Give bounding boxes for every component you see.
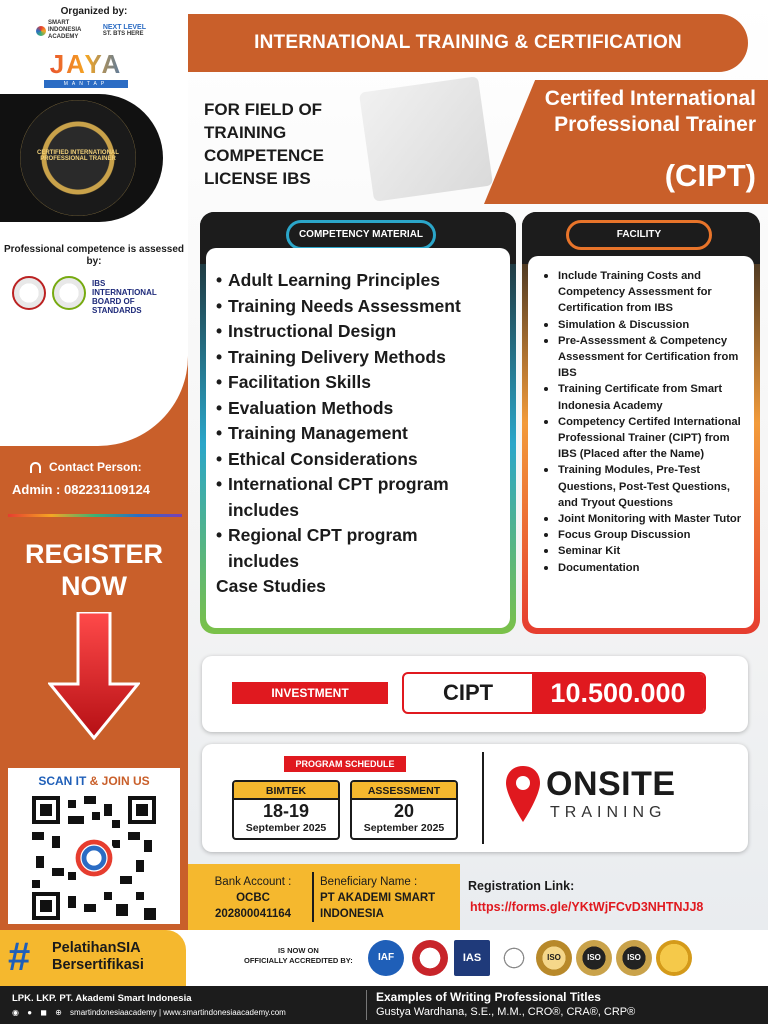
list-item: • Instructional Design xyxy=(216,321,397,341)
registration-label: Registration Link: xyxy=(468,879,575,893)
registration-link[interactable]: https://forms.gle/YKtWjFCvD3NHTNJJ8 xyxy=(470,900,704,914)
list-item: Training Modules, Pre-Test Questions, Post-Test Questions, and Tryout Questions xyxy=(534,462,746,511)
hashtag-panel xyxy=(0,930,186,986)
jaya-logo-sub: MANTAP xyxy=(44,80,128,88)
investment-price-box xyxy=(402,672,706,714)
contact-person-label: Contact Person: xyxy=(30,460,142,474)
location-pin-icon xyxy=(504,764,542,826)
beneficiary: Beneficiary Name : PT AKADEMI SMART INDONESIA xyxy=(320,876,436,920)
list-item: Joint Monitoring with Master Tutor xyxy=(534,511,746,527)
ias-logo: IAS xyxy=(454,940,490,976)
main-content xyxy=(188,0,768,1024)
footer-example-name: Gustya Wardhana, S.E., M.M., CRO®, CRA®, CRP® xyxy=(376,1006,636,1018)
list-item: • Evaluation Methods xyxy=(216,397,394,418)
assessment-label: ASSESSMENT xyxy=(352,782,456,800)
footer-example-title: Examples of Writing Professional Titles xyxy=(376,990,601,1004)
headset-icon xyxy=(30,462,41,473)
list-item: Documentation xyxy=(534,560,746,576)
iaf-logo: IAF xyxy=(368,940,404,976)
bank-account: Bank Account : OCBC 202800041164 xyxy=(214,876,292,920)
schedule-panel xyxy=(202,744,748,852)
iso-badge-icon: ISO xyxy=(576,940,612,976)
next-level-logo: NEXT LEVEL ST. BTS HERE xyxy=(102,23,146,37)
footer-org: LPK. LKP. PT. Akademi Smart Indonesia xyxy=(12,993,192,1004)
list-item: Competency Certifed International Professional Trainer (CIPT) from IBS (Placed after the Name) xyxy=(534,414,746,463)
sia-logo: SMART INDONESIA ACADEMY xyxy=(36,20,86,41)
bimtek-date: 18-19 xyxy=(262,801,310,821)
schedule-label: PROGRAM SCHEDULE xyxy=(284,756,406,772)
facility-body xyxy=(528,256,754,628)
list-item: includes xyxy=(228,550,299,571)
list-item: • Facilitation Skills xyxy=(216,372,371,392)
competency-card xyxy=(200,212,516,634)
organizer-panel xyxy=(0,0,188,446)
bimtek-date-box xyxy=(232,780,340,840)
contact-phone[interactable]: Admin : 082231109124 xyxy=(12,482,151,497)
investment-panel xyxy=(202,656,748,732)
assessment-date-box xyxy=(350,780,458,840)
notebook-photo xyxy=(359,76,493,202)
investment-program: CIPT xyxy=(442,680,494,705)
register-now-heading[interactable]: REGISTER NOW xyxy=(24,539,164,601)
scan-title: SCAN IT & JOIN US xyxy=(38,774,150,788)
footer-links[interactable]: ◉ ● ◼ ⊕ smartindonesiaacademy | www.smartindonesiaacademy.com xyxy=(12,1008,286,1017)
assessor-seal-1 xyxy=(12,276,46,310)
hashtag-icon: # xyxy=(8,935,31,979)
iso-badge-icon: ISO xyxy=(616,940,652,976)
list-item: • Ethical Considerations xyxy=(216,448,418,469)
list-item: • Adult Learning Principles xyxy=(216,270,440,290)
list-item: Simulation & Discussion xyxy=(534,317,746,333)
competency-title: COMPETENCY MATERIAL xyxy=(286,220,436,250)
qr-panel xyxy=(8,768,180,924)
assessment-date: 20 xyxy=(393,801,415,821)
assessor-logos xyxy=(12,276,157,315)
schedule-divider xyxy=(482,752,484,844)
list-item: • Training Management xyxy=(216,423,408,443)
qr-code[interactable] xyxy=(32,796,156,920)
competency-list xyxy=(216,268,498,600)
page-banner: INTERNATIONAL TRAINING & CERTIFICATION xyxy=(188,14,748,72)
rainbow-divider xyxy=(8,514,182,517)
social-icons[interactable]: ◉ ● ◼ ⊕ xyxy=(12,1008,71,1017)
bank-strip xyxy=(188,864,768,930)
list-item: • Training Needs Assessment xyxy=(216,295,461,316)
gold-seal-icon xyxy=(656,940,692,976)
investment-label: INVESTMENT xyxy=(232,682,388,704)
facility-title: FACILITY xyxy=(566,220,712,250)
list-item: • Training Delivery Methods xyxy=(216,346,446,367)
training-label: TRAINING xyxy=(550,804,667,821)
arrow-down-icon xyxy=(48,612,140,740)
jaya-logo: JAYA xyxy=(40,50,132,78)
onsite-label: ONSITE xyxy=(546,765,676,803)
cert-abbreviation: (CIPT) xyxy=(664,158,756,193)
bimtek-month: September 2025 xyxy=(245,822,327,834)
footer xyxy=(0,986,768,1024)
list-item: Training Certificate from Smart Indonesia Academy xyxy=(534,381,746,413)
facility-card xyxy=(522,212,760,634)
ibs-logo: IBS INTERNATIONAL BOARD OF STANDARDS xyxy=(92,279,157,315)
accredited-note: IS NOW ON OFFICIALLY ACCREDITED BY: xyxy=(244,946,353,965)
field-title: FOR FIELD OF TRAINING COMPETENCE LICENSE IBS xyxy=(204,100,324,188)
bimtek-label: BIMTEK xyxy=(234,782,338,800)
sia-logo-icon xyxy=(36,26,46,36)
organized-by-label: Organized by: xyxy=(60,6,128,17)
list-item: Include Training Costs and Competency Assessment for Certification from IBS xyxy=(534,268,746,317)
cert-title: Certifed International Professional Trainer xyxy=(544,87,756,136)
facility-list xyxy=(534,268,746,576)
certification-badge xyxy=(20,100,136,216)
bank-divider xyxy=(312,872,314,922)
assessment-month: September 2025 xyxy=(363,822,445,834)
bank-info xyxy=(188,864,460,930)
list-item: Case Studies xyxy=(216,576,326,596)
investment-price: 10.500.000 xyxy=(532,674,704,712)
list-item: • Regional CPT program xyxy=(216,525,418,545)
badge-text: CERTIFIED INTERNATIONAL PROFESSIONAL TRAINER xyxy=(37,150,119,162)
competency-body xyxy=(206,248,510,628)
left-sidebar xyxy=(0,0,188,1024)
iso-badge-icon: ISO xyxy=(536,940,572,976)
hashtag-text: PelatihanSIA Bersertifikasi xyxy=(52,940,144,973)
accreditation-seal-icon xyxy=(412,940,448,976)
eagle-seal-icon xyxy=(496,940,532,976)
footer-divider xyxy=(366,990,367,1020)
list-item: includes xyxy=(228,499,299,520)
list-item: Seminar Kit xyxy=(534,543,746,559)
list-item: Pre-Assessment & Competency Assessment for Certification from IBS xyxy=(534,333,746,382)
accreditation-strip xyxy=(0,930,768,986)
list-item: • International CPT program xyxy=(216,474,449,494)
assessor-seal-2 xyxy=(52,276,86,310)
assessed-by-label: Professional competence is assessed by: xyxy=(3,244,185,267)
list-item: Focus Group Discussion xyxy=(534,527,746,543)
organizer-logos xyxy=(36,20,146,41)
